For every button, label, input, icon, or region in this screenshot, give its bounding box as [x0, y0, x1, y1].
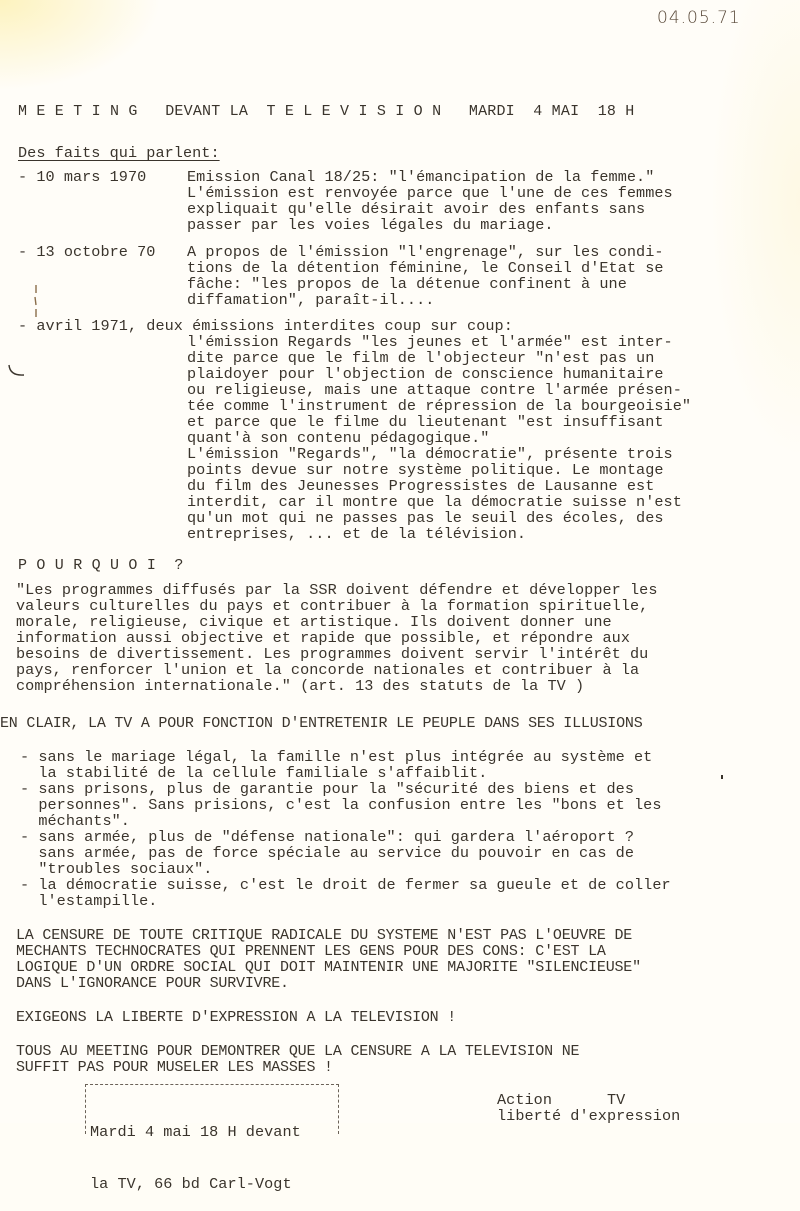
fact-line: l'émission Regards "les jeunes et l'armée" est inter- — [187, 333, 673, 351]
quote-line: information aussi objective et rapide que possible, et répondre aux — [16, 629, 630, 647]
quote-line: morale, religieuse, civique et artistique. Ils doivent donner une — [16, 613, 612, 631]
stray-dot — [721, 775, 723, 779]
fact-date: - 13 octobre 70 — [18, 243, 156, 261]
margin-curve-mark — [7, 363, 27, 379]
fact-line: diffamation", paraît-il.... — [187, 291, 435, 309]
fact-line: qu'un mot qui ne passes pas le seuil des écoles, des — [187, 509, 664, 527]
bullet-line: sans armée, pas de force spéciale au service du pouvoir en cas de — [20, 844, 634, 862]
bullet-line: méchants". — [20, 812, 130, 830]
fact-line: passer par les voies légales du mariage. — [187, 216, 554, 234]
quote-line: pays, renforcer l'union et la concorde nationales et contribuer à la — [16, 661, 640, 679]
bullet-line: l'estampille. — [20, 892, 158, 910]
page-title: M E E T I N G DEVANT LA T E L E V I S I O N MARDI 4 MAI 18 H — [18, 103, 635, 120]
quote-line: besoins de divertissement. Les programmes doivent servir l'intérêt du — [16, 645, 649, 663]
bullet-line: personnes". Sans prisions, c'est la confusion entre les "bons et les — [20, 796, 662, 814]
fact-line: L'émission est renvoyée parce que l'une de ces femmes — [187, 184, 673, 202]
call-line: SUFFIT PAS POUR MUSELER LES MASSES ! — [16, 1059, 333, 1076]
fact-date: - 10 mars 1970 — [18, 168, 147, 186]
fact-line: entreprises, ... et de la télévision. — [187, 525, 527, 543]
bullet-line: la stabilité de la cellule familiale s'affaiblit. — [20, 764, 488, 782]
quote-line: "Les programmes diffusés par la SSR doivent défendre et développer les — [16, 581, 658, 599]
conclusion-line: MECHANTS TECHNOCRATES QUI PRENNENT LES GENS POUR DES CONS: C'EST LA — [16, 943, 606, 960]
bullet-line: "troubles sociaux". — [20, 860, 213, 878]
bullet-line: - sans armée, plus de "défense nationale": qui gardera l'aéroport ? — [20, 828, 634, 846]
bullet-line: - sans prisons, plus de garantie pour la "sécurité des biens et des — [20, 780, 634, 798]
bullet-line: - sans le mariage légal, la famille n'est plus intégrée au système et — [20, 748, 653, 766]
fact-line: expliquait qu'elle désirait avoir des enfants sans — [187, 200, 646, 218]
fact-line: Emission Canal 18/25: "l'émancipation de la femme." — [187, 168, 655, 186]
demand-line: EXIGEONS LA LIBERTE D'EXPRESSION A LA TELEVISION ! — [16, 1009, 457, 1026]
handwritten-date: 04.05.71 — [657, 8, 741, 28]
call-line: TOUS AU MEETING POUR DEMONTRER QUE LA CENSURE A LA TELEVISION NE — [16, 1043, 580, 1060]
fact-line: A propos de l'émission "l'engrenage", sur les condi- — [187, 243, 664, 261]
bullet-line: - la démocratie suisse, c'est le droit de fermer sa gueule et de coller — [20, 876, 671, 894]
box-line: Mardi 4 mai 18 H devant — [90, 1123, 301, 1141]
section-heading-facts: Des faits qui parlent: — [18, 144, 220, 162]
fact-line: L'émission "Regards", "la démocratie", présente trois — [187, 445, 673, 463]
quote-line: valeurs culturelles du pays et contribuer à la formation spirituelle, — [16, 597, 649, 615]
margin-pen-mark — [32, 283, 40, 319]
fact-line: ou religieuse, mais une attaque contre l'armée présen- — [187, 381, 682, 399]
fact-date: - avril 1971, deux émissions interdites coup sur coup: — [18, 317, 513, 335]
conclusion-line: LOGIQUE D'UN ORDRE SOCIAL QUI DOIT MAINTENIR UNE MAJORITE "SILENCIEUSE" — [16, 959, 641, 976]
meeting-info-box — [85, 1084, 339, 1193]
fact-line: fâche: "les propos de la détenue confinent à une — [187, 275, 627, 293]
fact-line: interdit, car il montre que la démocratie suisse n'est — [187, 493, 682, 511]
fact-line: dite parce que le film de l'objecteur "n'est pas un — [187, 349, 655, 367]
fact-line: tions de la détention féminine, le Conseil d'Etat se — [187, 259, 664, 277]
fact-line: et parce que le filme du lieutenant "est insuffisant — [187, 413, 664, 431]
signature-line: Action TV — [497, 1091, 626, 1109]
conclusion-line: LA CENSURE DE TOUTE CRITIQUE RADICALE DU SYSTEME N'EST PAS L'OEUVRE DE — [16, 927, 633, 944]
fact-line: du film des Jeunesses Progressistes de Lausanne est — [187, 477, 655, 495]
signature-line: liberté d'expression — [497, 1107, 681, 1125]
box-line: la TV, 66 bd Carl-Vogt — [90, 1174, 292, 1193]
fact-line: tée comme l'instrument de répression de la bourgeoisie" — [187, 397, 692, 415]
fact-line: quant'à son contenu pédagogique." — [187, 429, 490, 447]
conclusion-line: DANS L'IGNORANCE POUR SURVIVRE. — [16, 975, 289, 992]
section-heading-en-clair: EN CLAIR, LA TV A POUR FONCTION D'ENTRETENIR LE PEUPLE DANS SES ILLUSIONS — [0, 715, 643, 732]
section-heading-why: P O U R Q U O I ? — [18, 557, 184, 574]
quote-line: compréhension internationale." (art. 13 des statuts de la TV ) — [16, 677, 585, 695]
fact-line: points devue sur notre système politique. Le montage — [187, 461, 664, 479]
fact-line: plaidoyer pour l'objection de conscience humanitaire — [187, 365, 664, 383]
